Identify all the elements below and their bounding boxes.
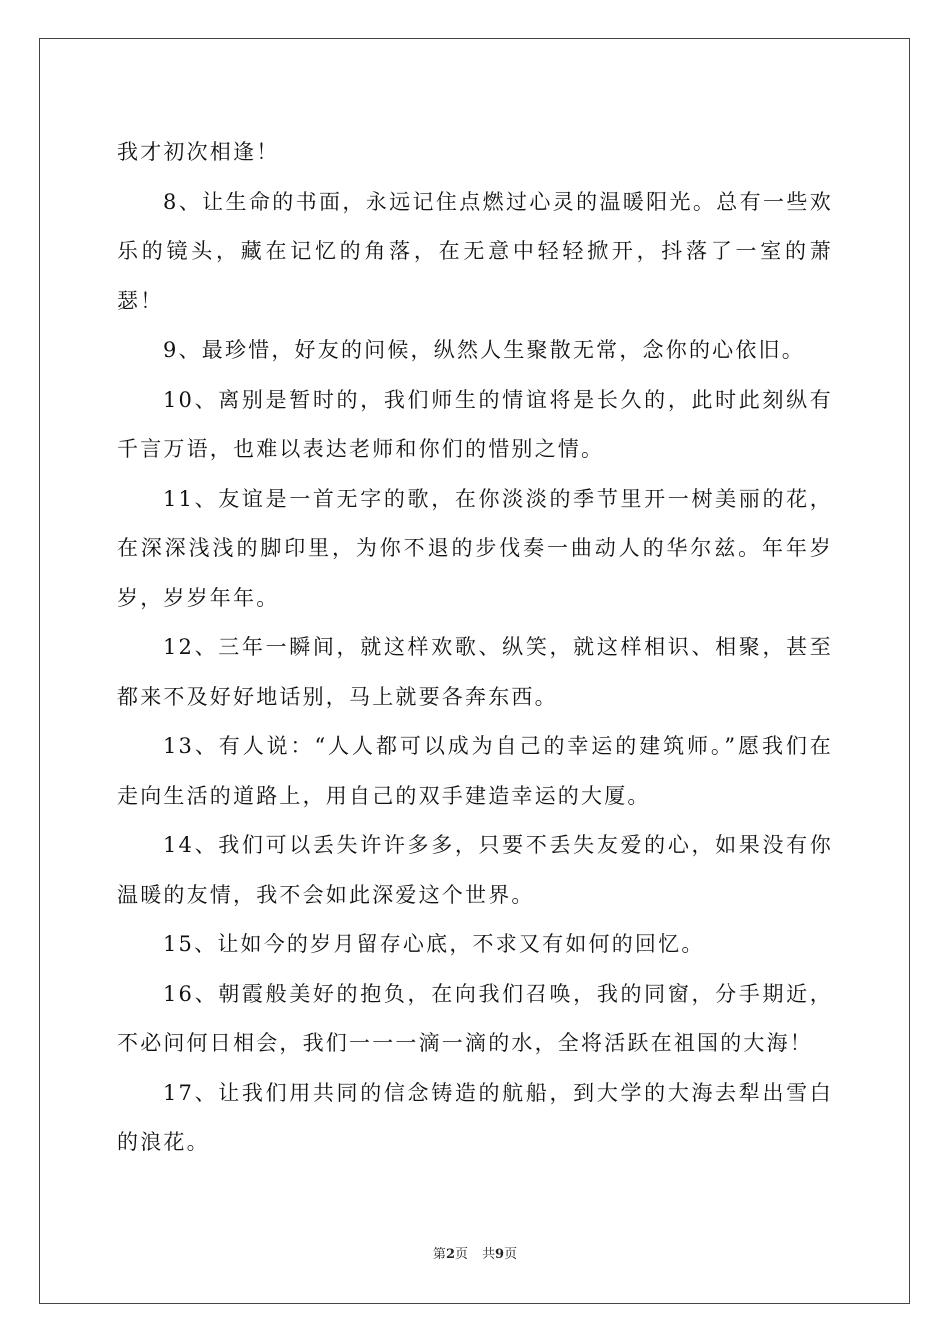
total-pages-label [482,1247,517,1262]
page-footer [0,1243,950,1262]
paragraph-8: 14、我们可以丢失许许多多，只要不丢失友爱的心，如果没有你温暖的友情，我不会如此深爱这个世界。 [117,833,833,907]
page-number: 2 [445,1247,455,1262]
page-label [433,1247,468,1262]
paragraph-4: 10、离别是暂时的，我们师生的情谊将是长久的，此时此刻纵有千言万语，也难以表达老师和你们的惜别之情。 [117,387,833,461]
paragraph-6: 12、三年一瞬间，就这样欢歌、纵笑，就这样相识、相聚，甚至都来不及好好地话别，马上就要各奔东西。 [117,635,833,709]
total-suffix: 页 [504,1247,518,1262]
paragraph-2: 8、让生命的书面，永远记住点燃过心灵的温暖阳光。总有一些欢乐的镜头，藏在记忆的角落，在无意中轻轻掀开，抖落了一室的萧瑟！ [117,189,833,313]
total-prefix: 共 [482,1247,496,1262]
total-pages-number: 9 [495,1247,505,1262]
paragraph-7: 13、有人说：“人人都可以成为自己的幸运的建筑师。”愿我们在走向生活的道路上，用自己的双手建造幸运的大厦。 [117,734,833,808]
paragraph-10: 16、朝霞般美好的抱负，在向我们召唤，我的同窗，分手期近，不必问何日相会，我们一一一滴一滴的水，全将活跃在祖国的大海！ [117,981,833,1055]
paragraph-1: 我才初次相逢！ [117,140,280,164]
page-suffix: 页 [454,1247,468,1262]
page-prefix: 第 [432,1247,446,1262]
paragraph-9: 15、让如今的岁月留存心底，不求又有如何的回忆。 [163,932,705,956]
paragraph-3: 9、最珍惜，好友的问候，纵然人生聚散无常，念你的心依旧。 [163,338,805,362]
paragraph-5: 11、友谊是一首无字的歌，在你淡淡的季节里开一树美丽的花，在深深浅浅的脚印里，为你不退的步伐奏一曲动人的华尔兹。年年岁岁，岁岁年年。 [117,486,833,610]
paragraph-11: 17、让我们用共同的信念铸造的航船，到大学的大海去犁出雪白的浪花。 [117,1080,833,1154]
document-body [117,128,833,1168]
